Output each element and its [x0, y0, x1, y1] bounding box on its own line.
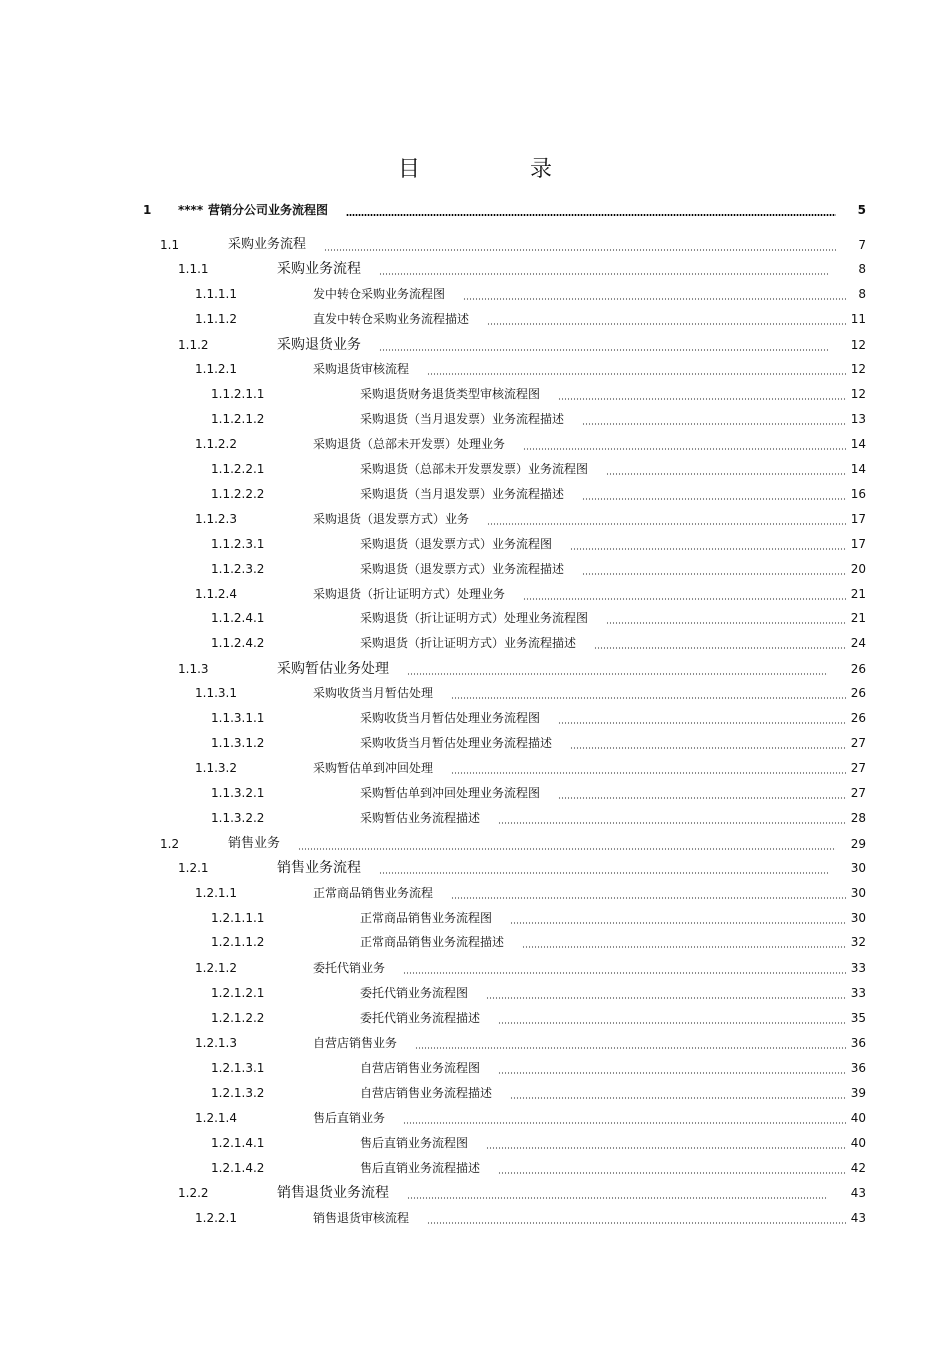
toc-entry[interactable] — [0, 1058, 950, 1078]
toc-entry-label: 采购退货（退发票方式）业务 — [313, 512, 470, 526]
toc-leader-dots — [451, 772, 846, 774]
toc-leader-dots — [558, 797, 846, 799]
toc-entry[interactable] — [0, 384, 950, 404]
toc-entry-page: 36 — [850, 1036, 866, 1050]
toc-entry-label: 售后直销业务 — [313, 1111, 386, 1125]
toc-entry-number: 1.2.2 — [178, 1186, 209, 1200]
toc-entry-label: 采购退货（总部未开发票发票）业务流程图 — [360, 462, 589, 476]
toc-leader-dots — [463, 298, 846, 300]
toc-entry[interactable] — [0, 200, 950, 220]
toc-entry-page: 27 — [850, 786, 866, 800]
toc-entry-page: 39 — [850, 1086, 866, 1100]
toc-entry-page: 40 — [850, 1136, 866, 1150]
toc-entry-page: 5 — [857, 203, 866, 217]
toc-entry-label: 委托代销业务流程描述 — [360, 1011, 481, 1025]
toc-leader-dots — [486, 1147, 846, 1149]
toc-entry[interactable] — [0, 1158, 950, 1178]
toc-entry-number: 1.1.1.2 — [195, 312, 237, 326]
toc-entry[interactable] — [0, 335, 950, 355]
toc-entry-page: 11 — [850, 312, 866, 326]
toc-entry[interactable] — [0, 883, 950, 903]
toc-entry-label: 采购退货财务退货类型审核流程图 — [360, 387, 541, 401]
toc-entry-page: 27 — [850, 761, 866, 775]
toc-leader-dots — [486, 997, 846, 999]
toc-leader-dots — [582, 423, 846, 425]
toc-entry-page: 36 — [850, 1061, 866, 1075]
toc-entry[interactable] — [0, 1083, 950, 1103]
toc-entry-page: 8 — [858, 287, 866, 301]
toc-entry[interactable] — [0, 908, 950, 928]
toc-leader-dots — [498, 822, 846, 824]
toc-entry[interactable] — [0, 534, 950, 554]
toc-entry-page: 29 — [850, 837, 866, 851]
toc-entry-label: 自营店销售业务流程描述 — [360, 1086, 493, 1100]
toc-entry-label: 销售业务 — [228, 836, 281, 851]
toc-leader-dots — [487, 323, 846, 325]
toc-entry-page: 32 — [850, 935, 866, 949]
toc-entry-page: 40 — [850, 1111, 866, 1125]
toc-entry-page: 12 — [850, 338, 866, 352]
toc-entry-number: 1.1.2 — [178, 338, 209, 352]
toc-entry-page: 21 — [850, 587, 866, 601]
toc-entry-number: 1 — [143, 203, 152, 217]
toc-entry[interactable] — [0, 459, 950, 479]
toc-entry-page: 21 — [850, 611, 866, 625]
toc-entry-label: 正常商品销售业务流程图 — [360, 911, 493, 925]
toc-leader-dots — [558, 398, 846, 400]
toc-leader-dots — [407, 1197, 828, 1199]
toc-entry-number: 1.2.1.1.1 — [211, 911, 265, 925]
toc-entry[interactable] — [0, 958, 950, 978]
toc-entry-label: 正常商品销售业务流程描述 — [360, 935, 505, 949]
page-title: 目 录 — [397, 157, 596, 182]
toc-entry-number: 1.2.1.1 — [195, 886, 237, 900]
toc-entry-number: 1.1.1 — [178, 262, 209, 276]
toc-entry-page: 43 — [850, 1211, 866, 1225]
toc-entry-number: 1.2.1.3.2 — [211, 1086, 265, 1100]
toc-entry-number: 1.1.1.1 — [195, 287, 237, 301]
toc-leader-dots — [558, 722, 846, 724]
toc-leader-dots — [403, 1122, 846, 1124]
toc-entry-number: 1.1.3.1.1 — [211, 711, 265, 725]
toc-entry[interactable] — [0, 1033, 950, 1053]
toc-entry-page: 42 — [850, 1161, 866, 1175]
toc-entry-number: 1.2.1.1.2 — [211, 935, 265, 949]
toc-entry-label: 采购业务流程 — [228, 237, 307, 252]
toc-entry-number: 1.2.1.4.1 — [211, 1136, 265, 1150]
toc-entry-label: 采购退货（折让证明方式）处理业务 — [313, 587, 506, 601]
toc-leader-dots — [510, 1097, 846, 1099]
toc-entry[interactable] — [0, 608, 950, 628]
toc-leader-dots — [606, 622, 846, 624]
toc-entry[interactable] — [0, 235, 950, 255]
toc-entry-label: 采购暂估单到冲回处理业务流程图 — [360, 786, 541, 800]
toc-entry-number: 1.2.1.3 — [195, 1036, 237, 1050]
toc-entry-page: 43 — [850, 1186, 866, 1200]
toc-entry[interactable] — [0, 434, 950, 454]
toc-entry-label: 自营店销售业务 — [313, 1036, 398, 1050]
toc-entry-number: 1.1.2.3.1 — [211, 537, 265, 551]
toc-entry-number: 1.1.2.4.2 — [211, 636, 265, 650]
toc-entry-page: 8 — [858, 262, 866, 276]
toc-entry-number: 1.2.1.2.1 — [211, 986, 265, 1000]
toc-entry-label: 采购退货审核流程 — [313, 362, 410, 376]
toc-entry-number: 1.1.2.1.2 — [211, 412, 265, 426]
toc-entry[interactable] — [0, 633, 950, 653]
toc-entry-label: 委托代销业务流程图 — [360, 986, 469, 1000]
toc-leader-dots — [582, 573, 846, 575]
toc-entry[interactable] — [0, 359, 950, 379]
toc-entry-label: 售后直销业务流程图 — [360, 1136, 469, 1150]
toc-leader-dots — [582, 498, 846, 500]
toc-entry-label: 采购收货当月暂估处理业务流程图 — [360, 711, 541, 725]
toc-entry-label: 采购收货当月暂估处理业务流程描述 — [360, 736, 553, 750]
toc-entry-page: 27 — [850, 736, 866, 750]
toc-entry[interactable] — [0, 409, 950, 429]
toc-entry-page: 12 — [850, 387, 866, 401]
toc-entry-number: 1.1.2.2 — [195, 437, 237, 451]
toc-entry-number: 1.1.2.4.1 — [211, 611, 265, 625]
toc-entry-number: 1.2.1 — [178, 861, 209, 875]
toc-entry[interactable] — [0, 683, 950, 703]
toc-entry-number: 1.1.2.2.1 — [211, 462, 265, 476]
toc-leader-dots — [403, 972, 846, 974]
toc-entry-label: 采购退货（当月退发票）业务流程描述 — [360, 487, 565, 501]
toc-leader-dots — [324, 249, 836, 251]
toc-entry[interactable] — [0, 983, 950, 1003]
toc-entry-label: 采购退货（总部未开发票）处理业务 — [313, 437, 506, 451]
toc-entry-label: 采购退货（退发票方式）业务流程图 — [360, 537, 553, 551]
toc-entry[interactable] — [0, 284, 950, 304]
toc-entry-page: 30 — [850, 886, 866, 900]
toc-entry-page: 26 — [850, 711, 866, 725]
toc-entry[interactable] — [0, 309, 950, 329]
toc-leader-dots — [379, 349, 828, 351]
toc-entry-page: 14 — [850, 437, 866, 451]
toc-entry[interactable] — [0, 1183, 950, 1203]
toc-leader-dots — [498, 1072, 846, 1074]
toc-entry-number: 1.1.2.3 — [195, 512, 237, 526]
toc-entry-number: 1.1.2.3.2 — [211, 562, 265, 576]
toc-entry[interactable] — [0, 1133, 950, 1153]
toc-entry-number: 1.2.1.4.2 — [211, 1161, 265, 1175]
toc-leader-dots — [523, 598, 846, 600]
toc-leader-dots — [498, 1172, 846, 1174]
toc-entry-number: 1.2.1.2.2 — [211, 1011, 265, 1025]
toc-entry[interactable] — [0, 733, 950, 753]
toc-entry-label: 采购收货当月暂估处理 — [313, 686, 434, 700]
toc-entry[interactable] — [0, 834, 950, 854]
toc-entry[interactable] — [0, 932, 950, 952]
toc-entry-label: 采购暂估单到冲回处理 — [313, 761, 434, 775]
toc-entry-page: 14 — [850, 462, 866, 476]
toc-leader-dots — [379, 872, 828, 874]
toc-entry-page: 28 — [850, 811, 866, 825]
toc-leader-dots — [407, 673, 828, 675]
toc-entry-number: 1.1.3.2 — [195, 761, 237, 775]
toc-entry-label: 委托代销业务 — [313, 961, 386, 975]
toc-entry-label: 采购业务流程 — [277, 261, 361, 277]
toc-entry[interactable] — [0, 584, 950, 604]
toc-entry-page: 30 — [850, 911, 866, 925]
toc-entry[interactable] — [0, 808, 950, 828]
toc-leader-dots — [570, 747, 846, 749]
toc-entry-label: 正常商品销售业务流程 — [313, 886, 434, 900]
toc-entry-number: 1.2.2.1 — [195, 1211, 237, 1225]
toc-leader-dots — [427, 1222, 846, 1224]
toc-leader-dots — [594, 647, 846, 649]
toc-entry[interactable] — [0, 858, 950, 878]
toc-entry-page: 17 — [850, 537, 866, 551]
toc-entry-label: 采购退货业务 — [277, 337, 361, 353]
toc-entry-page: 7 — [858, 238, 866, 252]
toc-entry-number: 1.1.3.2.1 — [211, 786, 265, 800]
toc-leader-dots — [487, 523, 846, 525]
toc-entry-label: 销售退货业务流程 — [277, 1185, 389, 1201]
toc-entry-prefix: **** — [178, 203, 204, 217]
toc-entry-number: 1.1.2.1.1 — [211, 387, 265, 401]
toc-entry[interactable] — [0, 1008, 950, 1028]
toc-entry-number: 1.1.3 — [178, 662, 209, 676]
toc-entry[interactable] — [0, 659, 950, 679]
toc-entry-number: 1.2 — [160, 837, 180, 851]
toc-entry[interactable] — [0, 509, 950, 529]
toc-leader-dots — [415, 1047, 846, 1049]
toc-entry-label: 采购退货（当月退发票）业务流程描述 — [360, 412, 565, 426]
toc-entry-label: 售后直销业务流程描述 — [360, 1161, 481, 1175]
toc-entry-page: 26 — [850, 662, 866, 676]
toc-entry-page: 33 — [850, 986, 866, 1000]
toc-leader-dots — [298, 848, 836, 850]
toc-entry-label: 采购退货（折让证明方式）业务流程描述 — [360, 636, 577, 650]
toc-leader-dots — [498, 1022, 846, 1024]
toc-leader-dots — [510, 922, 846, 924]
toc-leader-dots — [427, 373, 846, 375]
toc-entry-number: 1.1.3.2.2 — [211, 811, 265, 825]
toc-entry-label: 采购暂估业务流程描述 — [360, 811, 481, 825]
toc-entry-number: 1.1 — [160, 238, 180, 252]
toc-entry-page: 30 — [850, 861, 866, 875]
toc-leader-dots — [379, 273, 828, 275]
toc-leader-dots — [523, 448, 846, 450]
toc-entry-label: 采购退货（折让证明方式）处理业务流程图 — [360, 611, 589, 625]
toc-entry-number: 1.2.1.4 — [195, 1111, 237, 1125]
toc-entry-number: 1.2.1.3.1 — [211, 1061, 265, 1075]
toc-entry-label: 采购暂估业务处理 — [277, 661, 389, 677]
toc-entry-page: 13 — [850, 412, 866, 426]
toc-leader-dots — [522, 946, 846, 948]
toc-leader-dots — [570, 548, 846, 550]
toc-leader-dots — [606, 473, 846, 475]
toc-entry-number: 1.2.1.2 — [195, 961, 237, 975]
toc-entry-label: 营销分公司业务流程图 — [208, 203, 329, 217]
toc-entry-number: 1.1.2.1 — [195, 362, 237, 376]
toc-entry-number: 1.1.2.4 — [195, 587, 237, 601]
toc-entry[interactable] — [0, 559, 950, 579]
toc-leader-dots — [346, 214, 836, 217]
toc-entry-label: 自营店销售业务流程图 — [360, 1061, 481, 1075]
toc-entry-label: 发中转仓采购业务流程图 — [313, 287, 446, 301]
toc-entry-number: 1.1.3.1 — [195, 686, 237, 700]
toc-entry[interactable] — [0, 783, 950, 803]
toc-entry[interactable] — [0, 259, 950, 279]
toc-entry[interactable] — [0, 758, 950, 778]
toc-entry[interactable] — [0, 1108, 950, 1128]
toc-entry-label: 直发中转仓采购业务流程描述 — [313, 312, 470, 326]
toc-entry-page: 35 — [850, 1011, 866, 1025]
toc-leader-dots — [451, 697, 846, 699]
toc-leader-dots — [451, 897, 846, 899]
toc-entry-page: 20 — [850, 562, 866, 576]
toc-entry[interactable] — [0, 484, 950, 504]
toc-entry-page: 12 — [850, 362, 866, 376]
toc-entry-label: 采购退货（退发票方式）业务流程描述 — [360, 562, 565, 576]
toc-entry-number: 1.1.3.1.2 — [211, 736, 265, 750]
toc-entry-label: 销售退货审核流程 — [313, 1211, 410, 1225]
toc-entry-page: 16 — [850, 487, 866, 501]
toc-entry-page: 26 — [850, 686, 866, 700]
toc-entry[interactable] — [0, 708, 950, 728]
toc-entry[interactable] — [0, 1208, 950, 1228]
toc-entry-page: 17 — [850, 512, 866, 526]
toc-entry-number: 1.1.2.2.2 — [211, 487, 265, 501]
toc-entry-page: 24 — [850, 636, 866, 650]
toc-entry-page: 33 — [850, 961, 866, 975]
toc-entry-label: 销售业务流程 — [277, 860, 361, 876]
